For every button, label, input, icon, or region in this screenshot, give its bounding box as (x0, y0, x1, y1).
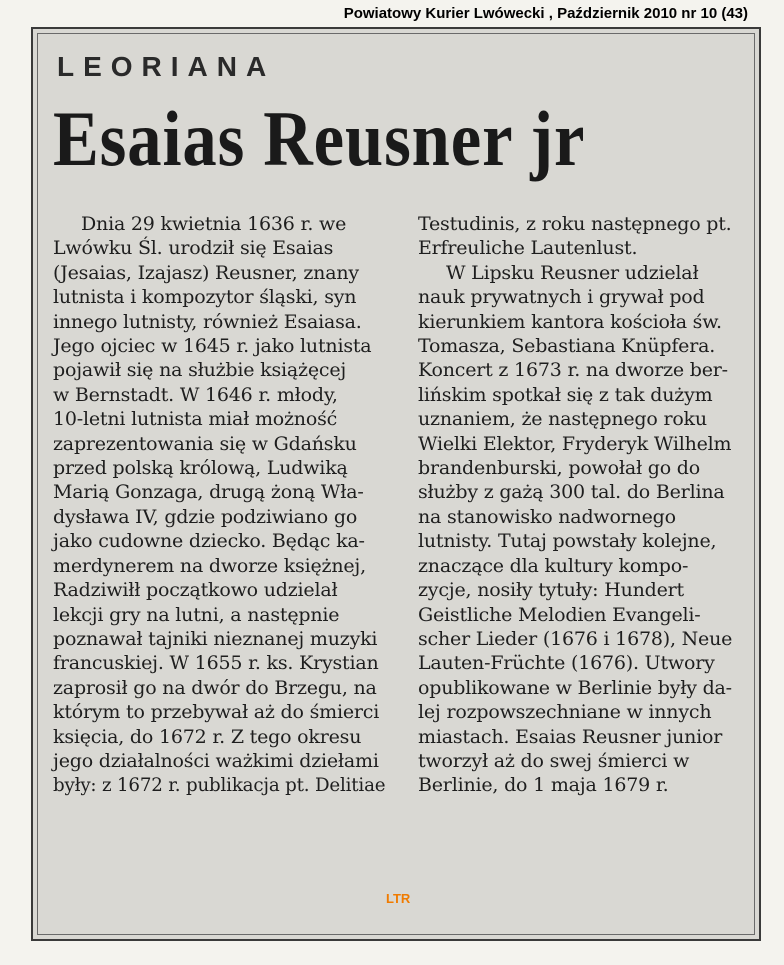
article-line: (Jesaias, Izajasz) Reusner, znany (53, 261, 359, 284)
article-line: Erfreuliche Lautenlust. (418, 237, 638, 260)
article-line: służby z gażą 300 tal. do Berlina (418, 481, 725, 504)
article-line: zaprosił go na dwór do Brzegu, na (53, 676, 377, 699)
article-line: Tomasza, Sebastiana Knüpfera. (418, 335, 716, 358)
article-line: Dnia 29 kwietnia 1636 r. we (81, 213, 347, 235)
article-line: scher Lieder (1676 i 1678), Neue (418, 627, 733, 650)
article-line: uznaniem, że następnego roku (418, 408, 707, 431)
article-line: lekcji gry na lutni, a następnie (53, 603, 340, 626)
article-line: miastach. Esaias Reusner junior (418, 725, 723, 748)
article-line: Jego ojciec w 1645 r. jako lutnista (53, 335, 372, 358)
article-line: dysława IV, gdzie podziwiano go (53, 505, 358, 528)
article-line: lutnista i kompozytor śląski, syn (53, 286, 357, 309)
article-line: w Bernstadt. W 1646 r. młody, (53, 383, 338, 406)
article-line: poznawał tajniki nieznanej muzyki (53, 627, 378, 650)
article-line: Geistliche Melodien Evangeli- (418, 603, 701, 626)
article-line: innego lutnisty, również Esaiasa. (53, 310, 362, 333)
article-line: Testudinis, z roku następnego pt. (418, 213, 732, 235)
article-line: pojawił się na służbie książęcej (53, 359, 347, 382)
article-line: zycje, nosiły tytuły: Hundert (418, 579, 684, 602)
article-line: tworzył aż do swej śmierci w (418, 749, 690, 772)
article-title: Esaias Reusner jr (53, 95, 586, 182)
newspaper-header-text: Powiatowy Kurier Lwówecki , Październik 2010 nr 10 (43) (343, 5, 748, 22)
article-line: Berlinie, do 1 maja 1679 r. (418, 774, 669, 797)
article-line: francuskiej. W 1655 r. ks. Krystian (53, 652, 379, 675)
article-line: nauk prywatnych i grywał pod (418, 286, 705, 309)
article-line: przed polską królową, Ludwiką (53, 457, 348, 480)
article-line: kierunkiem kantora kościoła św. (418, 310, 722, 333)
article-line: Radziwiłł początkowo udzielał (53, 579, 338, 602)
article-line: jego działalności ważkimi dziełami (53, 749, 379, 772)
article-line: opublikowane w Berlinie były da- (418, 676, 732, 699)
article-frame (31, 27, 761, 941)
article-line: zaprezentowania się w Gdańsku (53, 432, 357, 455)
article-line: księcia, do 1672 r. Z tego okresu (53, 725, 362, 748)
article-line: lutnisty. Tutaj powstały kolejne, (418, 530, 717, 553)
article-line: Wielki Elektor, Fryderyk Wilhelm (418, 432, 732, 455)
author-signature: LTR (386, 891, 411, 906)
article-line: W Lipsku Reusner udzielał (446, 261, 699, 284)
article-line: merdynerem na dworze księżnej, (53, 554, 366, 577)
article-column-right (418, 212, 748, 798)
article-line: Lauten-Früchte (1676). Utwory (418, 652, 715, 675)
article-column-left (53, 212, 385, 798)
article-line: którym to przebywał aż do śmierci (53, 701, 380, 724)
section-label: LEORIANA (57, 51, 276, 82)
newspaper-header (0, 5, 784, 22)
article-line: jako cudowne dziecko. Będąc ka- (53, 530, 365, 553)
article-line: Marią Gonzaga, drugą żoną Wła- (53, 481, 364, 504)
article-line: Koncert z 1673 r. na dworze ber- (418, 359, 728, 382)
article-line: były: z 1672 r. publikacja pt. Delitiae (53, 774, 386, 797)
article-line: Lwówku Śl. urodził się Esaias (53, 237, 334, 260)
article-line: lińskim spotkał się z tak dużym (418, 383, 713, 406)
article-line: na stanowisko nadwornego (418, 505, 676, 528)
article-line: znaczące dla kultury kompo- (418, 554, 689, 577)
article-line: 10-letni lutnista miał możność (53, 408, 338, 431)
article-line: lej rozpowszechniane w innych (418, 701, 712, 724)
article-line: brandenburski, powołał go do (418, 457, 700, 480)
